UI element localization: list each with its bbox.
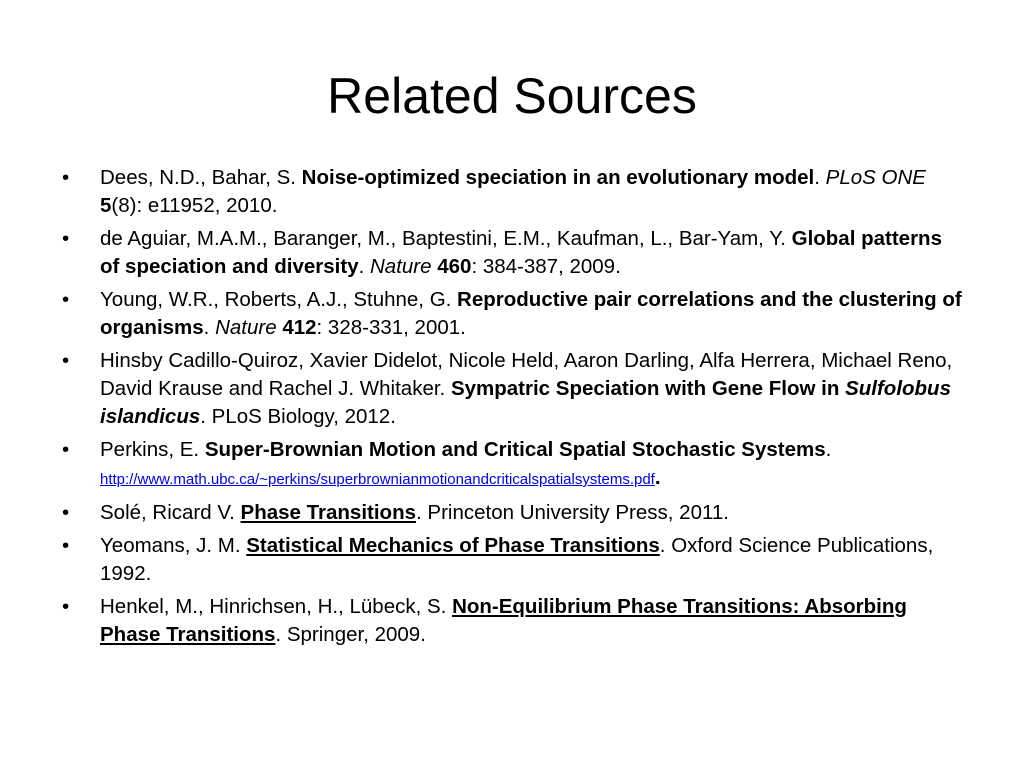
ref-volume: 412 xyxy=(282,316,317,339)
ref-journal: Nature xyxy=(370,255,432,278)
bullet-icon: • xyxy=(62,288,70,311)
ref-tail: (8): e11952, 2010. xyxy=(111,194,278,217)
ref-separator: . xyxy=(203,316,216,339)
reference-list xyxy=(62,164,962,654)
bullet-icon: • xyxy=(62,534,70,557)
reference-item xyxy=(62,164,962,220)
ref-tail: . Oxford Science Publications, 1992. xyxy=(100,534,934,585)
ref-tail: . Princeton University Press, 2011. xyxy=(416,501,729,524)
ref-title: Phase Transitions xyxy=(240,501,416,524)
ref-journal: Nature xyxy=(215,316,277,339)
ref-authors: Yeomans, J. M. xyxy=(100,534,247,557)
ref-link[interactable]: http://www.math.ubc.ca/~perkins/superbrownianmotionandcriticalspatialsystems.pdf xyxy=(100,471,655,488)
ref-tail: : 328-331, 2001. xyxy=(316,316,466,339)
ref-separator: . xyxy=(825,438,832,461)
reference-item xyxy=(62,593,962,649)
bullet-icon: • xyxy=(62,166,70,189)
ref-tail: . xyxy=(654,466,661,489)
reference-item xyxy=(62,436,962,494)
ref-tail: . Springer, 2009. xyxy=(275,623,426,646)
bullet-icon: • xyxy=(62,438,70,461)
ref-title: Non-Equilibrium Phase Transitions: Absorbing Phase Transitions xyxy=(100,595,907,646)
ref-tail: : 384-387, 2009. xyxy=(471,255,621,278)
ref-authors: Perkins, E. xyxy=(100,438,205,461)
bullet-icon: • xyxy=(62,595,70,618)
reference-item xyxy=(62,286,962,342)
ref-separator: . xyxy=(814,166,826,189)
ref-journal: PLoS ONE xyxy=(825,166,926,189)
ref-title: Reproductive pair correlations and the clustering of organisms xyxy=(100,288,962,339)
bullet-icon: • xyxy=(62,227,70,250)
ref-species: Sulfolobus islandicus xyxy=(100,377,951,428)
bullet-icon: • xyxy=(62,349,70,372)
ref-separator: . xyxy=(358,255,370,278)
ref-authors: Dees, N.D., Bahar, S. xyxy=(100,166,302,189)
ref-volume: 460 xyxy=(437,255,472,278)
slide-title: Related Sources xyxy=(327,68,697,124)
ref-authors: de Aguiar, M.A.M., Baranger, M., Baptestini, E.M., Kaufman, L., Bar-Yam, Y. xyxy=(100,227,792,250)
ref-tail: . PLoS Biology, 2012. xyxy=(200,405,396,428)
ref-authors: Hinsby Cadillo-Quiroz, Xavier Didelot, Nicole Held, Aaron Darling, Alfa Herrera, Michael Reno, David Krause and Rachel J. Whitaker. xyxy=(100,349,953,400)
ref-authors: Henkel, M., Hinrichsen, H., Lübeck, S. xyxy=(100,595,453,618)
reference-item xyxy=(62,532,962,588)
ref-title: Noise-optimized speciation in an evolutionary model xyxy=(301,166,815,189)
bullet-icon: • xyxy=(62,501,70,524)
ref-title: Global patterns of speciation and diversity xyxy=(100,227,942,278)
ref-authors: Solé, Ricard V. xyxy=(100,501,241,524)
ref-authors: Young, W.R., Roberts, A.J., Stuhne, G. xyxy=(100,288,458,311)
ref-title: Sympatric Speciation with Gene Flow in xyxy=(450,377,846,400)
ref-volume: 5 xyxy=(100,194,112,217)
ref-title: Statistical Mechanics of Phase Transitions xyxy=(246,534,660,557)
reference-item xyxy=(62,499,962,527)
ref-title: Super-Brownian Motion and Critical Spatial Stochastic Systems xyxy=(204,438,826,461)
reference-item xyxy=(62,225,962,281)
reference-item xyxy=(62,347,962,431)
